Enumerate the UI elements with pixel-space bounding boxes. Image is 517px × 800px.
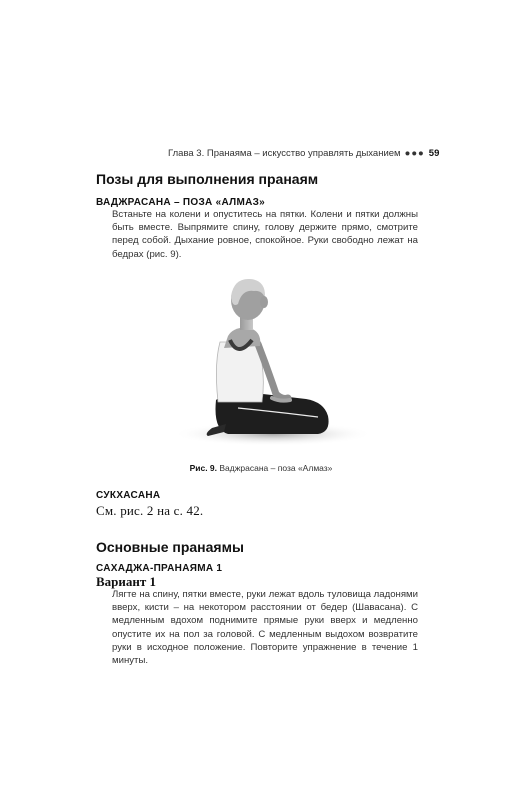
section-title-postures: Позы для выполнения пранаям <box>96 171 319 187</box>
pose-title-sukhasana: СУКХАСАНА <box>96 490 161 501</box>
chapter-title: Глава 3. Пранаяма – искусство управлять дыханием <box>168 148 401 159</box>
sukhasana-reference: См. рис. 2 на с. 42. <box>96 503 204 518</box>
section-title-basic-pranayamas: Основные пранаямы <box>96 539 244 555</box>
figure-caption <box>96 463 426 473</box>
pose-title-vajrasana: ВАДЖРАСАНА – ПОЗА «АЛМАЗ» <box>96 197 266 208</box>
subsection-title-sahaja: САХАДЖА-ПРАНАЯМА 1 <box>96 563 223 574</box>
sahaja-description: Лягте на спину, пятки вместе, руки лежат вдоль туловища ладонями вверх, кисти – на некотором расстоянии от бедер (Шавасана). С медленным вдохом поднимите прямые руки вверх и медленно опустите их на пол за головой. С медленным выдохом возвратите руки в исходное положение. Повторите упражнение в течение 1 минуты. <box>112 589 418 667</box>
dots-ornament: ●●● <box>404 148 425 159</box>
running-head <box>168 148 440 159</box>
vajrasana-description: Встаньте на колени и опуститесь на пятки. Колени и пятки должны быть вместе. Выпрямите спину, голову держите прямо, смотрите перед собой. Дыхание ровное, спокойное. Руки свободно лежат на бедрах (рис. 9). <box>112 209 418 260</box>
figure-vajrasana-photo <box>168 262 368 452</box>
variant-heading: Вариант 1 <box>96 574 157 589</box>
figure-caption-text: Ваджрасана – поза «Алмаз» <box>219 463 333 473</box>
seated-woman-illustration <box>168 262 368 452</box>
figure-caption-label: Рис. 9. <box>189 463 218 473</box>
page-number: 59 <box>428 148 440 159</box>
